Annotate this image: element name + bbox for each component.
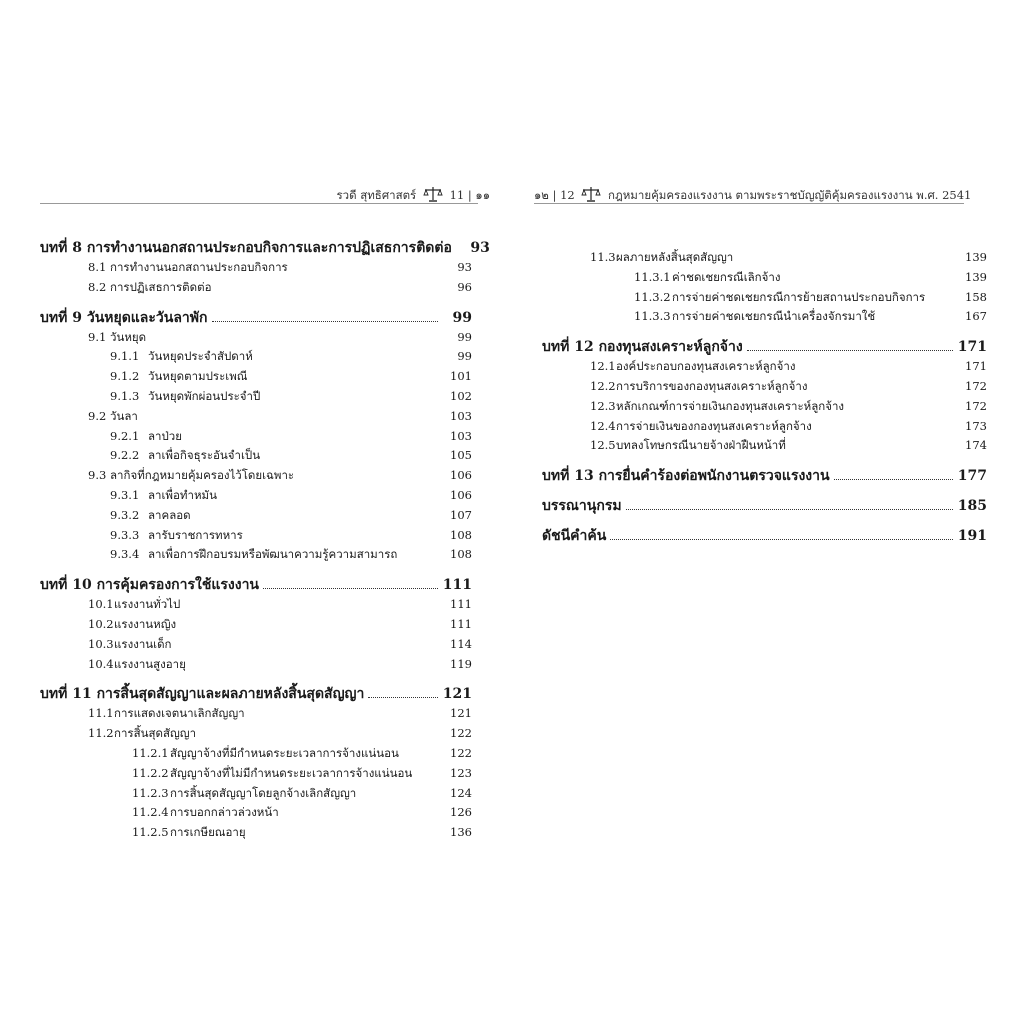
toc-section-title	[88, 655, 186, 675]
toc-section-title	[634, 268, 780, 288]
toc-page-number: 177	[957, 468, 987, 485]
toc-page-number: 108	[450, 527, 472, 542]
toc-section-title	[132, 784, 356, 804]
toc-section-label: วันลา	[110, 408, 138, 423]
toc-section-label: การสิ้นสุดสัญญาโดยลูกจ้างเลิกสัญญา	[170, 785, 357, 800]
toc-section-label: วันหยุดประจำสัปดาห์	[148, 349, 253, 364]
toc-page-number: 106	[450, 468, 472, 483]
chapter-spacer	[542, 456, 987, 466]
toc-section-title	[110, 526, 243, 546]
toc-section-title	[590, 248, 733, 268]
toc-section-title	[88, 466, 294, 486]
left-page	[0, 0, 500, 1024]
toc-chapter-entry	[40, 308, 472, 328]
toc-section-label: หลักเกณฑ์การจ่ายเงินกองทุนสงเคราะห์ลูกจ้าง	[616, 398, 845, 413]
toc-page-number: 124	[450, 785, 472, 800]
toc-section-number: 11.3.3	[634, 309, 671, 324]
toc-page-number: 122	[450, 726, 472, 741]
toc-section-title	[88, 724, 196, 744]
toc-section-title	[110, 347, 253, 367]
toc-section-number: 9.3.3	[110, 527, 140, 542]
toc-section-label: ลาเพื่อการฝึกอบรมหรือพัฒนาความรู้ความสามารถ	[148, 547, 398, 562]
toc-page-number: 101	[450, 369, 472, 384]
toc-page-number: 121	[442, 686, 472, 703]
toc-section-entry	[40, 506, 472, 526]
toc-chapter-title: บทที่ 12 กองทุนสงเคราะห์ลูกจ้าง	[542, 339, 743, 356]
toc-section-number: 12.3	[590, 398, 616, 413]
toc-section-number: 10.4	[88, 656, 114, 671]
toc-section-label: ลาเพื่อทำหมัน	[148, 487, 217, 502]
toc-section-entry	[40, 526, 472, 546]
toc-section-title	[590, 436, 786, 456]
toc-section-label: แรงงานทั่วไป	[114, 597, 181, 612]
toc-section-number: 11.2.2	[132, 765, 169, 780]
toc-section-number: 12.5	[590, 438, 616, 453]
left-header-rule	[40, 203, 478, 204]
toc-section-entry	[40, 446, 472, 466]
toc-section-entry	[40, 595, 472, 615]
toc-page-number: 123	[450, 765, 472, 780]
toc-section-entry	[542, 248, 987, 268]
toc-section-title	[634, 307, 875, 327]
toc-page-number: 158	[965, 289, 987, 304]
toc-page-number: 111	[450, 597, 472, 612]
toc-section-number: 11.2.4	[132, 805, 169, 820]
toc-chapter-title: ดัชนีคำค้น	[542, 528, 607, 545]
toc-section-number: 9.3.2	[110, 507, 140, 522]
toc-section-label: ลาคลอด	[148, 507, 191, 522]
toc-section-entry	[40, 704, 472, 724]
toc-section-label: การแสดงเจตนาเลิกสัญญา	[114, 706, 245, 721]
toc-section-title	[132, 803, 279, 823]
toc-page-number: 105	[450, 448, 472, 463]
right-header-rule	[534, 203, 964, 204]
toc-page-number: 171	[957, 339, 987, 356]
toc-page-number: 111	[450, 616, 472, 631]
chapter-spacer	[542, 486, 987, 496]
toc-page-number: 121	[450, 706, 472, 721]
toc-section-entry	[40, 466, 472, 486]
toc-section-number: 9.2	[88, 408, 107, 423]
toc-page-number: 103	[450, 428, 472, 443]
toc-page-number: 102	[450, 388, 472, 403]
toc-section-title	[590, 417, 812, 437]
toc-section-number: 12.2	[590, 378, 616, 393]
toc-section-label: การทำงานนอกสถานประกอบกิจการ	[110, 260, 288, 274]
toc-section-entry	[40, 407, 472, 427]
toc-section-title	[110, 387, 260, 407]
toc-section-title	[110, 427, 182, 447]
toc-section-label: สัญญาจ้างที่มีกำหนดระยะเวลาการจ้างแน่นอน	[170, 745, 399, 760]
toc-page-number: 172	[965, 378, 987, 393]
toc-chapter-title: บทที่ 10 การคุ้มครองการใช้แรงงาน	[40, 577, 259, 594]
toc-page-number: 191	[957, 528, 987, 545]
toc-section-title	[88, 615, 176, 635]
toc-section-title	[590, 377, 807, 397]
toc-page-number: 171	[965, 359, 987, 374]
chapter-spacer	[542, 516, 987, 526]
toc-section-entry	[542, 357, 987, 377]
toc-section-number: 10.3	[88, 636, 114, 651]
toc-section-entry	[40, 744, 472, 764]
toc-section-entry	[40, 635, 472, 655]
toc-chapter-entry	[40, 575, 472, 595]
toc-section-title	[590, 357, 795, 377]
toc-section-entry	[40, 784, 472, 804]
toc-section-entry	[40, 258, 472, 278]
toc-section-number: 9.1.3	[110, 388, 140, 403]
chapter-spacer	[40, 565, 472, 575]
toc-page-number: 99	[457, 349, 472, 364]
toc-section-label: ลารับราชการทหาร	[148, 527, 243, 542]
toc-page-number: 126	[450, 805, 472, 820]
left-header-page-thai: ๑๑	[475, 188, 490, 202]
left-header-page-arabic: 11	[449, 188, 465, 202]
toc-section-label: การจ่ายเงินของกองทุนสงเคราะห์ลูกจ้าง	[616, 418, 812, 433]
toc-section-title	[132, 764, 412, 784]
toc-section-label: ผลภายหลังสิ้นสุดสัญญา	[616, 250, 734, 264]
toc-chapter-entry	[40, 684, 472, 704]
toc-section-number: 11.2.3	[132, 785, 169, 800]
toc-section-title	[88, 278, 212, 298]
toc-section-title	[88, 328, 146, 348]
toc-section-title	[88, 635, 172, 655]
toc-section-number: 10.1	[88, 597, 114, 612]
leader	[610, 538, 953, 540]
toc-section-entry	[40, 347, 472, 367]
toc-section-number: 11.3.2	[634, 289, 671, 304]
toc-page-number: 107	[450, 507, 472, 522]
toc-section-label: สัญญาจ้างที่ไม่มีกำหนดระยะเวลาการจ้างแน่นอน	[170, 765, 413, 780]
toc-section-title	[88, 595, 180, 615]
leader	[626, 508, 953, 510]
right-header-page-thai: ๑๒	[534, 188, 549, 202]
left-header-author: รวดี สุทธิศาสตร์	[336, 188, 417, 202]
toc-page-number: 136	[450, 825, 472, 840]
toc-section-number: 9.3.1	[110, 487, 140, 502]
toc-section-number: 9.1.1	[110, 349, 140, 364]
toc-section-label: การบริการของกองทุนสงเคราะห์ลูกจ้าง	[616, 378, 808, 393]
toc-section-label: บทลงโทษกรณีนายจ้างฝ่าฝืนหน้าที่	[616, 438, 786, 453]
toc-section-number: 9.1.2	[110, 369, 140, 384]
toc-section-entry	[40, 387, 472, 407]
toc-section-entry	[542, 417, 987, 437]
toc-section-label: การเกษียณอายุ	[170, 825, 246, 840]
toc-section-number: 10.2	[88, 616, 114, 631]
toc-section-entry	[40, 278, 472, 298]
toc-section-title	[110, 446, 260, 466]
toc-section-number: 9.2.2	[110, 448, 140, 463]
toc-section-entry	[40, 764, 472, 784]
toc-section-entry	[40, 803, 472, 823]
toc-section-number: 9.1	[88, 329, 107, 344]
toc-section-entry	[40, 367, 472, 387]
toc-section-entry	[542, 307, 987, 327]
toc-section-title	[88, 258, 288, 278]
toc-page-number: 122	[450, 745, 472, 760]
toc-section-title	[634, 288, 925, 308]
chapter-spacer	[542, 327, 987, 337]
toc-page-number: 139	[965, 269, 987, 284]
right-page	[520, 0, 1024, 1024]
toc-section-label: องค์ประกอบกองทุนสงเคราะห์ลูกจ้าง	[616, 359, 796, 374]
chapter-spacer	[40, 674, 472, 684]
toc-page-number: 139	[965, 250, 987, 264]
toc-page-number: 167	[965, 309, 987, 324]
toc-section-number: 11.3	[590, 250, 616, 264]
toc-section-label: วันหยุด	[110, 329, 147, 344]
left-table-of-contents	[40, 238, 490, 843]
leader	[834, 478, 953, 480]
toc-page-number: 93	[457, 260, 472, 274]
toc-section-entry	[40, 724, 472, 744]
toc-chapter-entry	[542, 337, 987, 357]
toc-page-number: 108	[450, 547, 472, 562]
toc-section-title	[132, 744, 399, 764]
toc-section-number: 11.2.5	[132, 825, 169, 840]
toc-section-entry	[40, 615, 472, 635]
toc-page-number: 99	[452, 309, 472, 326]
toc-section-entry	[40, 486, 472, 506]
toc-section-label: การปฏิเสธการติดต่อ	[110, 279, 212, 294]
toc-chapter-entry	[542, 466, 987, 486]
toc-page-number: 172	[965, 398, 987, 413]
toc-section-label: แรงงานสูงอายุ	[114, 656, 186, 671]
toc-section-number: 9.3	[88, 468, 107, 483]
toc-section-entry	[542, 397, 987, 417]
toc-section-label: การบอกกล่าวล่วงหน้า	[170, 805, 279, 820]
toc-section-label: การจ่ายค่าชดเชยกรณีการย้ายสถานประกอบกิจการ	[672, 289, 926, 304]
toc-page-number: 103	[450, 408, 472, 423]
toc-section-title	[88, 704, 245, 724]
toc-section-entry	[542, 288, 987, 308]
toc-section-title	[110, 506, 191, 526]
toc-chapter-entry	[40, 238, 490, 258]
right-header-page-arabic: 12	[560, 188, 575, 202]
toc-page-number: 174	[965, 438, 987, 453]
toc-section-number: 11.2	[88, 726, 114, 741]
toc-section-title	[88, 407, 138, 427]
toc-section-label: การจ่ายค่าชดเชยกรณีนำเครื่องจักรมาใช้	[672, 309, 876, 324]
right-header-book-title: กฎหมายคุ้มครองแรงงาน ตามพระราชบัญญัติคุ้มครองแรงงาน พ.ศ. 2541	[608, 188, 972, 202]
toc-chapter-entry	[542, 496, 987, 516]
toc-section-entry	[542, 377, 987, 397]
toc-section-entry	[542, 436, 987, 456]
toc-chapter-title: บทที่ 9 วันหยุดและวันลาพัก	[40, 309, 208, 326]
toc-section-entry	[40, 823, 472, 843]
leader	[747, 349, 953, 351]
toc-page-number: 119	[450, 656, 472, 671]
toc-section-label: ค่าชดเชยกรณีเลิกจ้าง	[672, 269, 781, 284]
toc-page-number: 173	[965, 418, 987, 433]
toc-section-label: วันหยุดตามประเพณี	[148, 369, 248, 384]
toc-chapter-entry	[542, 526, 987, 546]
toc-section-number: 11.1	[88, 706, 114, 721]
toc-section-number: 9.2.1	[110, 428, 140, 443]
toc-section-label: ลาเพื่อกิจธุระอันจำเป็น	[148, 448, 261, 463]
toc-section-number: 11.2.1	[132, 745, 169, 760]
toc-page-number: 185	[957, 498, 987, 515]
toc-section-number: 11.3.1	[634, 269, 671, 284]
toc-section-label: วันหยุดพักผ่อนประจำปี	[148, 388, 261, 403]
toc-section-label: แรงงานหญิง	[114, 616, 177, 631]
toc-section-entry	[40, 545, 472, 565]
toc-section-label: ลากิจที่กฎหมายคุ้มครองไว้โดยเฉพาะ	[110, 468, 295, 483]
toc-page-number: 96	[457, 279, 472, 294]
toc-section-number: 9.3.4	[110, 547, 140, 562]
toc-section-number: 12.1	[590, 359, 616, 374]
toc-chapter-title: บทที่ 13 การยื่นคำร้องต่อพนักงานตรวจแรงงาน	[542, 468, 830, 485]
toc-section-title	[110, 367, 247, 387]
toc-section-label: แรงงานเด็ก	[114, 636, 172, 651]
toc-section-title	[110, 486, 217, 506]
leader	[212, 320, 439, 322]
toc-page-number: 106	[450, 487, 472, 502]
chapter-spacer	[40, 298, 472, 308]
toc-section-entry	[542, 268, 987, 288]
toc-chapter-title: บรรณานุกรม	[542, 498, 622, 515]
toc-chapter-title: บทที่ 8 การทำงานนอกสถานประกอบกิจการและการปฏิเสธการติดต่อ	[40, 240, 452, 256]
leader	[368, 696, 438, 698]
toc-section-number: 12.4	[590, 418, 616, 433]
toc-section-entry	[40, 427, 472, 447]
toc-section-title	[590, 397, 844, 417]
toc-page-number: 114	[450, 636, 472, 651]
header-separator: |	[552, 188, 557, 202]
toc-section-number: 8.2	[88, 279, 107, 294]
toc-page-number: 93	[470, 240, 490, 256]
toc-section-label: การสิ้นสุดสัญญา	[114, 726, 197, 741]
toc-chapter-title: บทที่ 11 การสิ้นสุดสัญญาและผลภายหลังสิ้นสุดสัญญา	[40, 686, 365, 703]
toc-section-entry	[40, 328, 472, 348]
toc-page-number: 111	[442, 577, 472, 594]
header-separator: |	[467, 188, 472, 202]
toc-page-number: 99	[457, 329, 472, 344]
toc-section-title	[110, 545, 397, 565]
toc-section-title	[132, 823, 246, 843]
toc-section-number: 8.1	[88, 260, 107, 274]
toc-section-label: ลาป่วย	[148, 428, 183, 443]
leader	[263, 587, 438, 589]
toc-section-entry	[40, 655, 472, 675]
right-table-of-contents	[542, 248, 987, 546]
